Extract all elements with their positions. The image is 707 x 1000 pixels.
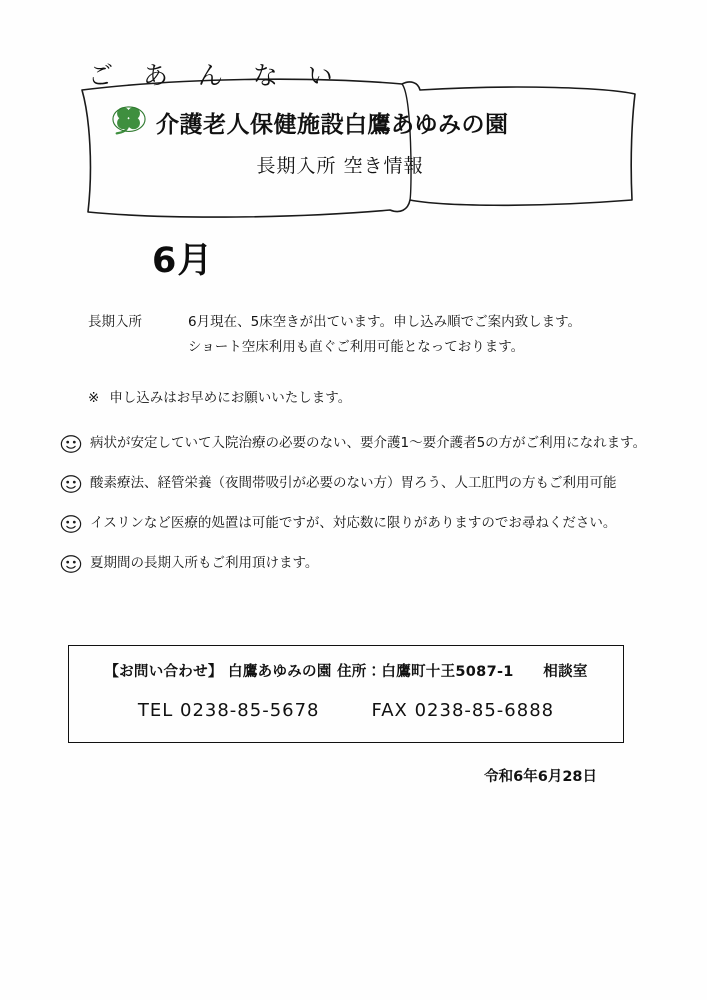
note-text: 申し込みはお早めにお願いいたします。 — [109, 389, 352, 406]
lead-label: 長期入所 — [88, 314, 142, 330]
lead-line-1: 6月現在、5床空きが出ています。申し込み順でご案内致します。 — [188, 314, 582, 330]
list-item — [60, 512, 660, 535]
month-heading: 6月 — [152, 241, 214, 281]
note-mark: ※ — [88, 389, 100, 406]
document-date: 令和6年6月28日 — [484, 769, 597, 785]
list-item — [60, 432, 660, 455]
list-item-label: 酸素療法、経管栄養（夜間帯吸引が必要のない方）胃ろう、人工肛門の方もご利用可能 — [90, 475, 617, 491]
contact-tel: TEL 0238-85-5678 — [137, 700, 320, 721]
header-banner — [60, 48, 650, 248]
note-row — [88, 386, 648, 406]
contact-fax: FAX 0238-85-6888 — [371, 700, 555, 721]
smiley-icon — [60, 553, 82, 575]
list-item-label: 夏期間の長期入所もご利用頂けます。 — [90, 555, 319, 571]
lead-row — [88, 310, 648, 360]
banner-subtitle: 長期入所 空き情報 — [256, 155, 424, 177]
smiley-icon — [60, 473, 82, 495]
list-item-label: 病状が安定していて入院治療の必要のない、要介護1～要介護者5の方がご利用になれます。 — [90, 435, 647, 451]
contact-heading: 【お問い合わせ】 白鷹あゆみの園 住所：白鷹町十王5087-1 相談室 — [104, 664, 588, 680]
contact-box — [68, 645, 624, 743]
banner-kana-text: ご あ ん な い — [88, 61, 344, 90]
list-item-label: イスリンなど医療的処置は可能ですが、対応数に限りがありますのでお尋ねください。 — [90, 515, 617, 531]
contact-numbers — [69, 700, 623, 721]
list-item — [60, 472, 660, 495]
banner-title-row — [110, 105, 630, 139]
lead-block — [88, 310, 648, 406]
lead-line-2: ショート空床利用も直ぐご利用可能となっております。 — [188, 338, 525, 355]
list-item — [60, 552, 660, 575]
smiley-icon — [60, 433, 82, 455]
banner-title: 介護老人保健施設白鷹あゆみの園 — [156, 111, 509, 138]
bullet-list — [60, 432, 660, 592]
clover-icon — [110, 105, 148, 139]
lead-text — [188, 310, 648, 360]
smiley-icon — [60, 513, 82, 535]
